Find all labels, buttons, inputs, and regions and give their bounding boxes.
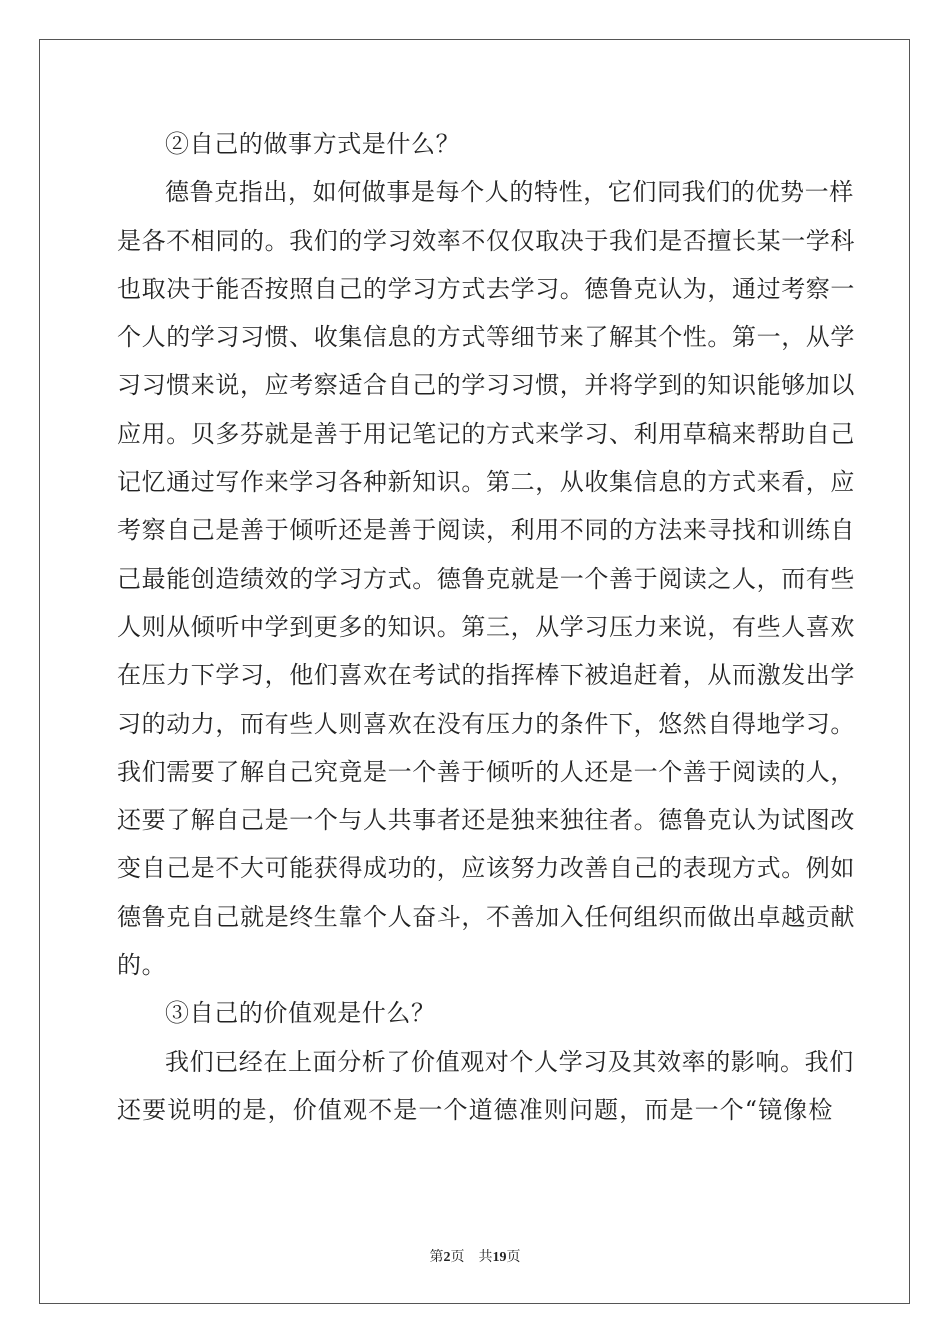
- paragraph-line: 我们已经在上面分析了价值观对个人学习及其效率的影响。我们: [165, 1047, 854, 1076]
- paragraph-line: 习习惯来说，应考察适合自己的学习习惯，并将学到的知识能够加以: [117, 371, 855, 400]
- document-body: [117, 120, 855, 1134]
- section-heading: ②自己的做事方式是什么？: [165, 130, 461, 158]
- paragraph-line: 还要了解自己是一个与人共事者还是独来独往者。德鲁克认为试图改: [117, 806, 855, 835]
- current-page-number: 2: [443, 1250, 451, 1265]
- paragraph-line: 是各不相同的。我们的学习效率不仅仅取决于我们是否擅长某一学科: [117, 226, 855, 255]
- page-footer: [0, 1246, 950, 1266]
- paragraph-line: 习的动力，而有些人则喜欢在没有压力的条件下，悠然自得地学习。: [117, 709, 855, 738]
- paragraph-line: 个人的学习习惯、收集信息的方式等细节来了解其个性。第一，从学: [117, 323, 855, 352]
- paragraph-line: 我们需要了解自己究竟是一个善于倾听的人还是一个善于阅读的人，: [117, 757, 855, 786]
- total-page-count: 19: [492, 1250, 507, 1265]
- paragraph-line: 变自己是不大可能获得成功的，应该努力改善自己的表现方式。例如: [117, 854, 855, 883]
- paragraph-line: 也取决于能否按照自己的学习方式去学习。德鲁克认为，通过考察一: [117, 274, 855, 303]
- footer-prefix: 第: [429, 1250, 444, 1265]
- paragraph-line: 还要说明的是，价值观不是一个道德准则问题，而是一个“镜像检: [117, 1095, 833, 1124]
- paragraph-line: 德鲁克自己就是终生靠个人奋斗，不善加入任何组织而做出卓越贡献: [117, 902, 855, 931]
- paragraph-line: 德鲁克指出，如何做事是每个人的特性，它们同我们的优势一样: [165, 178, 854, 207]
- paragraph-line: 己最能创造绩效的学习方式。德鲁克就是一个善于阅读之人，而有些: [117, 564, 855, 593]
- footer-mid: 页 共: [450, 1250, 493, 1265]
- paragraph-line: 在压力下学习，他们喜欢在考试的指挥棒下被追赶着，从而激发出学: [117, 661, 855, 690]
- paragraph-line: 应用。贝多芬就是善于用记笔记的方式来学习、利用草稿来帮助自己: [117, 419, 855, 448]
- paragraph-line: 人则从倾听中学到更多的知识。第三，从学习压力来说，有些人喜欢: [117, 612, 855, 641]
- paragraph-line: 考察自己是善于倾听还是善于阅读，利用不同的方法来寻找和训练自: [117, 516, 855, 545]
- paragraph-line: 的。: [117, 951, 167, 980]
- section-heading: ③自己的价值观是什么？: [165, 999, 436, 1028]
- paragraph-line: 记忆通过写作来学习各种新知识。第二，从收集信息的方式来看，应: [117, 468, 855, 497]
- footer-suffix: 页: [506, 1250, 521, 1265]
